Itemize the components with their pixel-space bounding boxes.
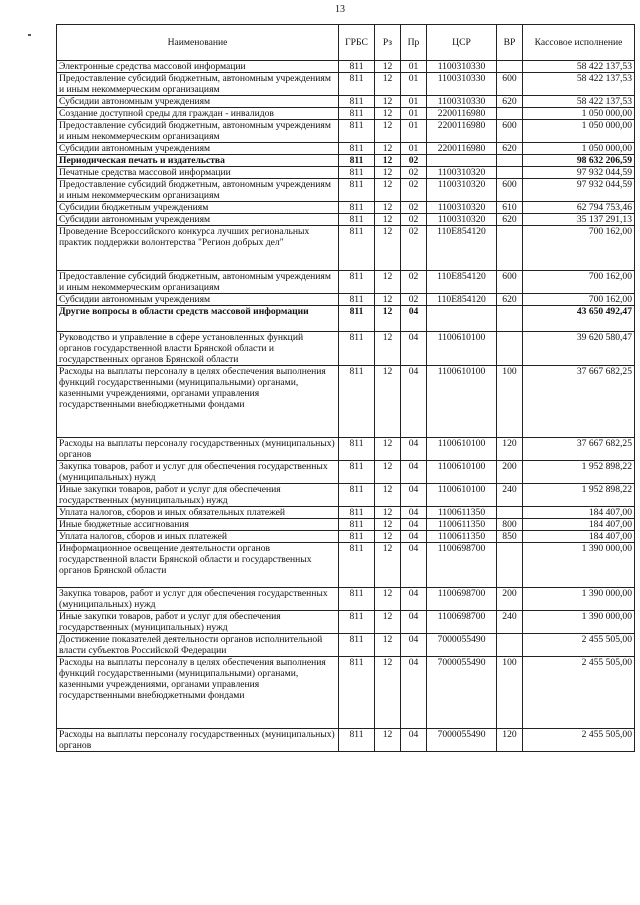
cell-pr: 04 <box>401 461 427 484</box>
cell-amount: 1 050 000,00 <box>523 120 635 143</box>
cell-vr <box>497 61 523 73</box>
table-row <box>57 61 635 73</box>
cell-amount: 184 407,00 <box>523 519 635 531</box>
cell-vr <box>497 543 523 588</box>
cell-amount: 39 620 580,47 <box>523 332 635 366</box>
cell-csr: 1100610100 <box>427 366 497 438</box>
budget-table <box>56 24 635 752</box>
cell-csr: 110E854120 <box>427 294 497 306</box>
cell-grbs: 811 <box>339 729 375 752</box>
cell-csr: 1100310320 <box>427 179 497 202</box>
cell-amount: 1 390 000,00 <box>523 588 635 611</box>
cell-name: Уплата налогов, сборов и иных платежей <box>57 531 339 543</box>
table-row <box>57 120 635 143</box>
cell-name: Расходы на выплаты персоналу государственных (муниципальных) органов <box>57 729 339 752</box>
cell-vr: 120 <box>497 438 523 461</box>
cell-name: Иные бюджетные ассигнования <box>57 519 339 531</box>
table-row <box>57 167 635 179</box>
cell-rz: 12 <box>375 484 401 507</box>
cell-grbs: 811 <box>339 155 375 167</box>
cell-amount: 2 455 505,00 <box>523 657 635 729</box>
cell-csr: 1100310320 <box>427 167 497 179</box>
cell-vr: 120 <box>497 729 523 752</box>
cell-pr: 04 <box>401 531 427 543</box>
cell-grbs: 811 <box>339 226 375 271</box>
cell-rz: 12 <box>375 120 401 143</box>
cell-vr: 610 <box>497 202 523 214</box>
cell-amount: 1 952 898,22 <box>523 461 635 484</box>
cell-csr <box>427 306 497 332</box>
cell-amount: 700 162,00 <box>523 226 635 271</box>
cell-pr: 04 <box>401 438 427 461</box>
cell-rz: 12 <box>375 611 401 634</box>
table-row <box>57 438 635 461</box>
cell-name: Иные закупки товаров, работ и услуг для обеспечения государственных (муниципальных) нужд <box>57 484 339 507</box>
cell-csr: 1100611350 <box>427 519 497 531</box>
cell-rz: 12 <box>375 543 401 588</box>
table-row <box>57 155 635 167</box>
cell-grbs: 811 <box>339 96 375 108</box>
cell-pr: 04 <box>401 519 427 531</box>
cell-name: Предоставление субсидий бюджетным, автономным учреждениям и иным некоммерческим организациям <box>57 271 339 294</box>
cell-amount: 37 667 682,25 <box>523 366 635 438</box>
cell-name: Расходы на выплаты персоналу в целях обеспечения выполнения функций государственными (муниципальными) органами, казенными учреждениями, органами управления государственными внебюджетными фондами <box>57 366 339 438</box>
cell-vr: 100 <box>497 366 523 438</box>
header-pr: Пр <box>401 25 427 61</box>
cell-csr: 1100610100 <box>427 332 497 366</box>
cell-rz: 12 <box>375 108 401 120</box>
cell-csr: 1100611350 <box>427 531 497 543</box>
cell-grbs: 811 <box>339 332 375 366</box>
cell-name: Периодическая печать и издательства <box>57 155 339 167</box>
cell-pr: 04 <box>401 543 427 588</box>
cell-grbs: 811 <box>339 294 375 306</box>
header-vr: ВР <box>497 25 523 61</box>
cell-pr: 04 <box>401 611 427 634</box>
cell-vr: 200 <box>497 461 523 484</box>
cell-name: Руководство и управление в сфере установленных функций органов государственной власти Брянской области и государственных органов Брянской области <box>57 332 339 366</box>
table-row <box>57 96 635 108</box>
cell-pr: 01 <box>401 143 427 155</box>
cell-name: Информационное освещение деятельности органов государственной власти Брянской области и государственных органов Брянской области <box>57 543 339 588</box>
cell-amount: 184 407,00 <box>523 531 635 543</box>
table-row <box>57 519 635 531</box>
cell-vr: 850 <box>497 531 523 543</box>
cell-grbs: 811 <box>339 306 375 332</box>
cell-name: Проведение Всероссийского конкурса лучших региональных практик поддержки волонтерства "Регион добрых дел" <box>57 226 339 271</box>
cell-amount: 1 952 898,22 <box>523 484 635 507</box>
cell-rz: 12 <box>375 96 401 108</box>
cell-csr: 7000055490 <box>427 634 497 657</box>
cell-pr: 01 <box>401 96 427 108</box>
cell-grbs: 811 <box>339 507 375 519</box>
cell-grbs: 811 <box>339 438 375 461</box>
cell-grbs: 811 <box>339 120 375 143</box>
cell-vr: 100 <box>497 657 523 729</box>
cell-amount: 700 162,00 <box>523 271 635 294</box>
cell-grbs: 811 <box>339 611 375 634</box>
cell-csr: 2200116980 <box>427 120 497 143</box>
cell-name: Закупка товаров, работ и услуг для обеспечения государственных (муниципальных) нужд <box>57 461 339 484</box>
cell-amount: 58 422 137,53 <box>523 61 635 73</box>
cell-rz: 12 <box>375 531 401 543</box>
table-row <box>57 611 635 634</box>
table-row <box>57 461 635 484</box>
cell-csr: 110E854120 <box>427 226 497 271</box>
cell-name: Расходы на выплаты персоналу государственных (муниципальных) органов <box>57 438 339 461</box>
cell-amount: 1 050 000,00 <box>523 108 635 120</box>
cell-grbs: 811 <box>339 519 375 531</box>
cell-vr <box>497 226 523 271</box>
cell-grbs: 811 <box>339 167 375 179</box>
table-row <box>57 108 635 120</box>
cell-csr: 2200116980 <box>427 143 497 155</box>
cell-amount: 97 932 044,59 <box>523 179 635 202</box>
cell-vr: 240 <box>497 611 523 634</box>
cell-pr: 04 <box>401 634 427 657</box>
cell-pr: 02 <box>401 294 427 306</box>
table-row <box>57 306 635 332</box>
cell-csr: 1100310330 <box>427 73 497 96</box>
cell-rz: 12 <box>375 588 401 611</box>
cell-vr <box>497 332 523 366</box>
cell-name: Субсидии автономным учреждениям <box>57 143 339 155</box>
cell-pr: 04 <box>401 657 427 729</box>
cell-name: Уплата налогов, сборов и иных обязательных платежей <box>57 507 339 519</box>
cell-rz: 12 <box>375 61 401 73</box>
cell-rz: 12 <box>375 507 401 519</box>
cell-amount: 35 137 291,13 <box>523 214 635 226</box>
table-header-row <box>57 25 635 61</box>
header-amount: Кассовое исполнение <box>523 25 635 61</box>
cell-vr <box>497 108 523 120</box>
table-row <box>57 588 635 611</box>
table-row <box>57 73 635 96</box>
cell-pr: 02 <box>401 202 427 214</box>
cell-grbs: 811 <box>339 634 375 657</box>
cell-vr <box>497 155 523 167</box>
cell-vr: 600 <box>497 120 523 143</box>
cell-grbs: 811 <box>339 108 375 120</box>
cell-pr: 01 <box>401 108 427 120</box>
cell-name: Создание доступной среды для граждан - инвалидов <box>57 108 339 120</box>
cell-csr: 1100610100 <box>427 484 497 507</box>
cell-rz: 12 <box>375 519 401 531</box>
cell-name: Достижение показателей деятельности органов исполнительной власти субъектов Российской Федерации <box>57 634 339 657</box>
cell-grbs: 811 <box>339 366 375 438</box>
cell-amount: 1 050 000,00 <box>523 143 635 155</box>
cell-amount: 58 422 137,53 <box>523 73 635 96</box>
table-row <box>57 484 635 507</box>
cell-rz: 12 <box>375 306 401 332</box>
cell-csr: 1100698700 <box>427 611 497 634</box>
cell-name: Иные закупки товаров, работ и услуг для обеспечения государственных (муниципальных) нужд <box>57 611 339 634</box>
cell-amount: 37 667 682,25 <box>523 438 635 461</box>
cell-rz: 12 <box>375 366 401 438</box>
cell-csr: 1100611350 <box>427 507 497 519</box>
cell-amount: 98 632 206,59 <box>523 155 635 167</box>
cell-vr: 800 <box>497 519 523 531</box>
table-row <box>57 294 635 306</box>
table-row <box>57 543 635 588</box>
cell-name: Печатные средства массовой информации <box>57 167 339 179</box>
cell-grbs: 811 <box>339 271 375 294</box>
table-row <box>57 226 635 271</box>
cell-vr: 200 <box>497 588 523 611</box>
cell-name: Субсидии автономным учреждениям <box>57 96 339 108</box>
cell-grbs: 811 <box>339 657 375 729</box>
cell-rz: 12 <box>375 73 401 96</box>
cell-pr: 02 <box>401 167 427 179</box>
cell-vr <box>497 167 523 179</box>
cell-grbs: 811 <box>339 179 375 202</box>
cell-amount: 184 407,00 <box>523 507 635 519</box>
table-row <box>57 634 635 657</box>
table-row <box>57 271 635 294</box>
cell-vr: 620 <box>497 294 523 306</box>
table-row <box>57 202 635 214</box>
cell-grbs: 811 <box>339 143 375 155</box>
header-name: Наименование <box>57 25 339 61</box>
cell-grbs: 811 <box>339 531 375 543</box>
cell-vr: 240 <box>497 484 523 507</box>
cell-csr: 1100310320 <box>427 214 497 226</box>
cell-vr <box>497 634 523 657</box>
cell-vr: 620 <box>497 214 523 226</box>
header-rz: Рз <box>375 25 401 61</box>
table-body <box>57 61 635 752</box>
cell-csr: 1100310330 <box>427 96 497 108</box>
cell-name: Предоставление субсидий бюджетным, автономным учреждениям и иным некоммерческим организациям <box>57 73 339 96</box>
cell-amount: 43 650 492,47 <box>523 306 635 332</box>
table-row <box>57 366 635 438</box>
cell-amount: 2 455 505,00 <box>523 729 635 752</box>
cell-pr: 02 <box>401 155 427 167</box>
cell-pr: 04 <box>401 729 427 752</box>
cell-rz: 12 <box>375 294 401 306</box>
cell-vr: 620 <box>497 143 523 155</box>
cell-csr: 2200116980 <box>427 108 497 120</box>
cell-pr: 02 <box>401 179 427 202</box>
table-row <box>57 507 635 519</box>
cell-rz: 12 <box>375 729 401 752</box>
cell-pr: 04 <box>401 306 427 332</box>
cell-name: Закупка товаров, работ и услуг для обеспечения государственных (муниципальных) нужд <box>57 588 339 611</box>
table-row <box>57 179 635 202</box>
cell-rz: 12 <box>375 438 401 461</box>
cell-vr: 600 <box>497 271 523 294</box>
cell-rz: 12 <box>375 461 401 484</box>
cell-amount: 58 422 137,53 <box>523 96 635 108</box>
cell-vr: 600 <box>497 73 523 96</box>
cell-csr: 1100310320 <box>427 202 497 214</box>
cell-amount: 1 390 000,00 <box>523 611 635 634</box>
cell-csr: 1100610100 <box>427 461 497 484</box>
cell-amount: 97 932 044,59 <box>523 167 635 179</box>
cell-pr: 04 <box>401 507 427 519</box>
cell-csr: 1100698700 <box>427 588 497 611</box>
cell-grbs: 811 <box>339 461 375 484</box>
cell-amount: 2 455 505,00 <box>523 634 635 657</box>
table-row <box>57 531 635 543</box>
cell-name: Субсидии бюджетным учреждениям <box>57 202 339 214</box>
cell-pr: 04 <box>401 588 427 611</box>
cell-name: Другие вопросы в области средств массовой информации <box>57 306 339 332</box>
cell-pr: 04 <box>401 366 427 438</box>
cell-grbs: 811 <box>339 543 375 588</box>
cell-rz: 12 <box>375 332 401 366</box>
table-row <box>57 143 635 155</box>
table-row <box>57 332 635 366</box>
cell-rz: 12 <box>375 634 401 657</box>
cell-vr: 620 <box>497 96 523 108</box>
cell-rz: 12 <box>375 657 401 729</box>
page-number: 13 <box>335 4 345 15</box>
cell-amount: 700 162,00 <box>523 294 635 306</box>
table-row <box>57 657 635 729</box>
cell-vr <box>497 306 523 332</box>
cell-rz: 12 <box>375 143 401 155</box>
cell-pr: 04 <box>401 484 427 507</box>
cell-name: Предоставление субсидий бюджетным, автономным учреждениям и иным некоммерческим организациям <box>57 120 339 143</box>
cell-vr <box>497 507 523 519</box>
table-row <box>57 214 635 226</box>
cell-pr: 01 <box>401 120 427 143</box>
cell-amount: 1 390 000,00 <box>523 543 635 588</box>
cell-csr <box>427 155 497 167</box>
cell-grbs: 811 <box>339 588 375 611</box>
cell-csr: 7000055490 <box>427 657 497 729</box>
cell-rz: 12 <box>375 155 401 167</box>
cell-grbs: 811 <box>339 484 375 507</box>
cell-rz: 12 <box>375 226 401 271</box>
cell-pr: 02 <box>401 226 427 271</box>
cell-csr: 1100610100 <box>427 438 497 461</box>
cell-csr: 110E854120 <box>427 271 497 294</box>
cell-pr: 02 <box>401 214 427 226</box>
header-grbs: ГРБС <box>339 25 375 61</box>
cell-pr: 04 <box>401 332 427 366</box>
header-csr: ЦСР <box>427 25 497 61</box>
cell-rz: 12 <box>375 271 401 294</box>
cell-name: Предоставление субсидий бюджетным, автономным учреждениям и иным некоммерческим организациям <box>57 179 339 202</box>
cell-grbs: 811 <box>339 73 375 96</box>
cell-pr: 01 <box>401 73 427 96</box>
cell-name: Расходы на выплаты персоналу в целях обеспечения выполнения функций государственными (муниципальными) органами, казенными учреждениями, органами управления государственными внебюджетными фондами <box>57 657 339 729</box>
scan-mark <box>28 34 31 36</box>
cell-csr: 1100310330 <box>427 61 497 73</box>
cell-name: Субсидии автономным учреждениям <box>57 294 339 306</box>
cell-grbs: 811 <box>339 61 375 73</box>
table-row <box>57 729 635 752</box>
cell-name: Субсидии автономным учреждениям <box>57 214 339 226</box>
cell-amount: 62 794 753,46 <box>523 202 635 214</box>
cell-name: Электронные средства массовой информации <box>57 61 339 73</box>
cell-rz: 12 <box>375 179 401 202</box>
cell-pr: 02 <box>401 271 427 294</box>
cell-csr: 7000055490 <box>427 729 497 752</box>
cell-rz: 12 <box>375 202 401 214</box>
cell-pr: 01 <box>401 61 427 73</box>
cell-grbs: 811 <box>339 202 375 214</box>
cell-csr: 1100698700 <box>427 543 497 588</box>
cell-rz: 12 <box>375 214 401 226</box>
cell-rz: 12 <box>375 167 401 179</box>
cell-grbs: 811 <box>339 214 375 226</box>
cell-vr: 600 <box>497 179 523 202</box>
